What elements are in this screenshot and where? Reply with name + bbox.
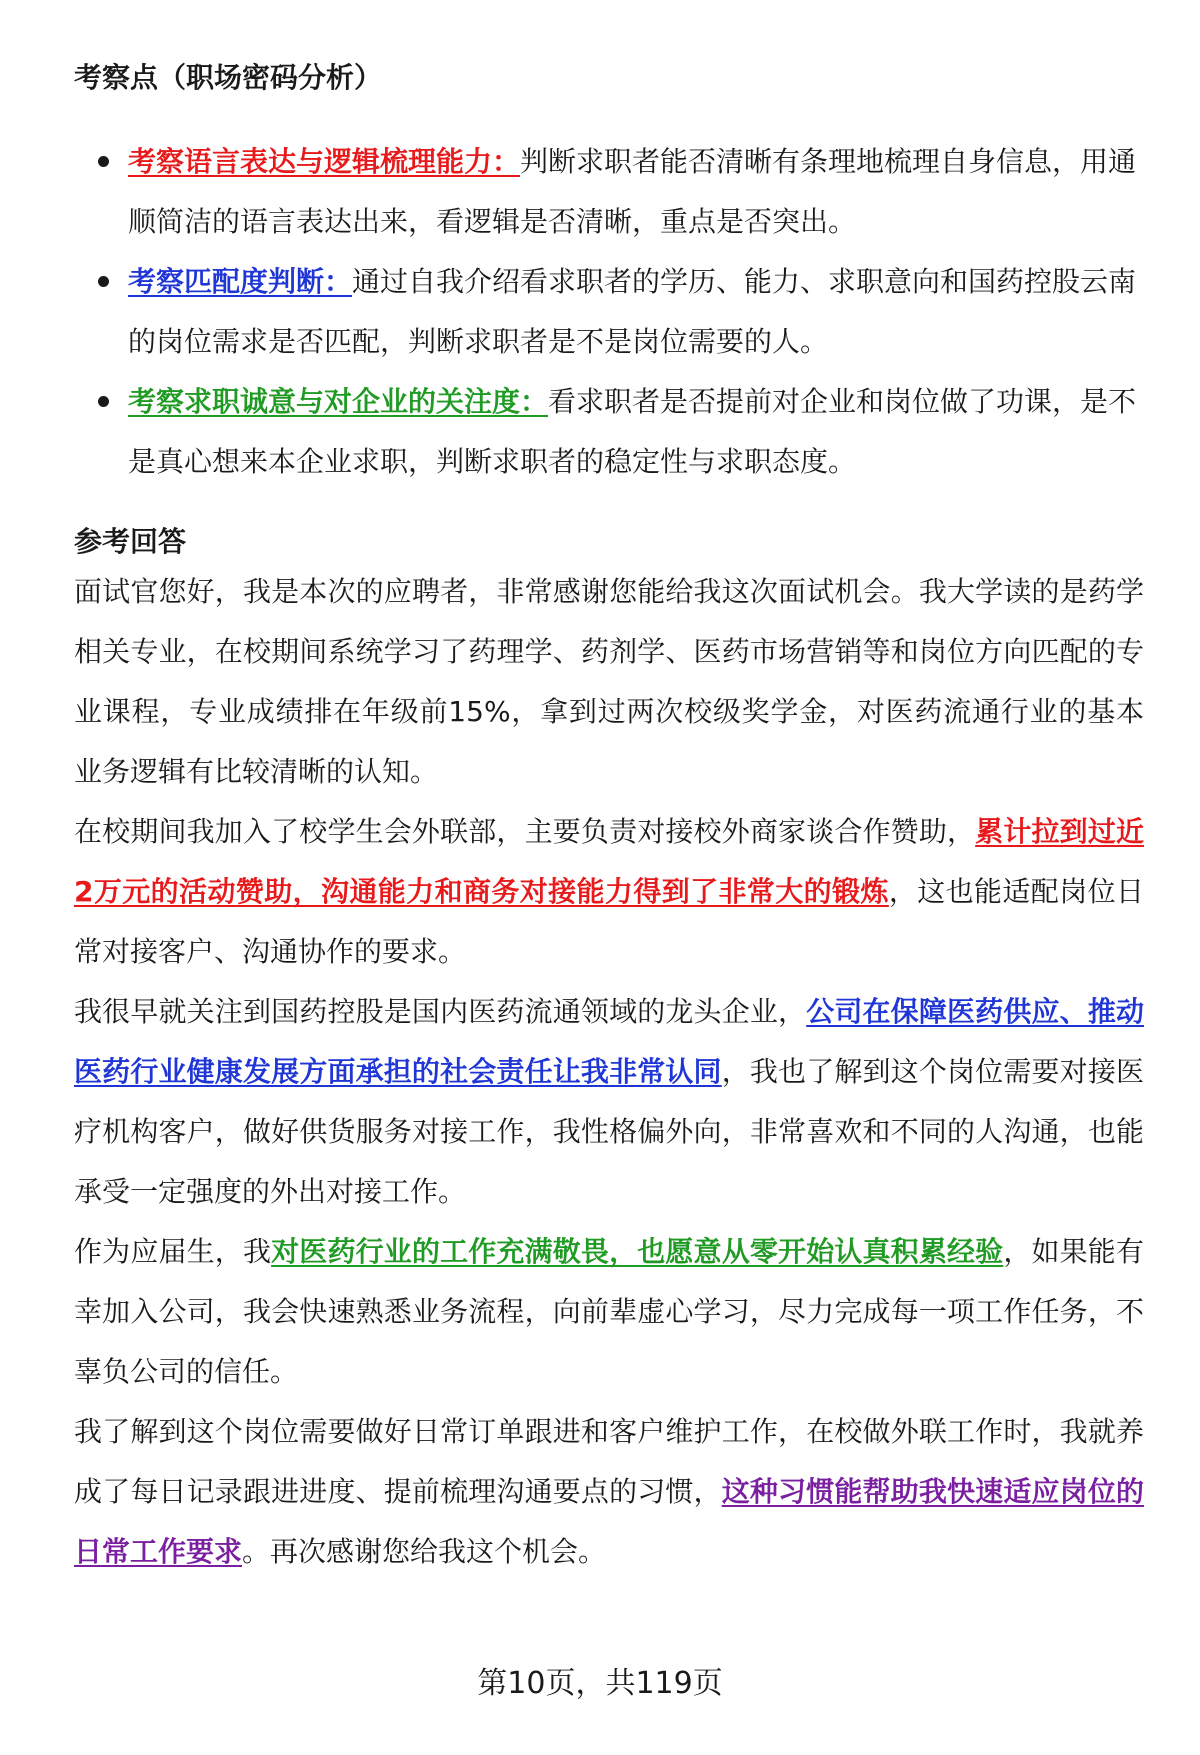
exam-points-list [74,132,1144,492]
page-number: 第10页，共119页 [477,1666,723,1701]
paragraph-text: 。再次感谢您给我这个机会。 [242,1535,607,1568]
paragraph-text: ，我也了解到这个岗位需要对接医疗机构客户，做好供货服务对接工作，我性格偏外向，非常喜欢和不同的人沟通，也能承受一定强度的外出对接工作。 [74,1055,1144,1208]
highlight-text: 对医药行业的工作充满敬畏，也愿意从零开始认真积累经验 [271,1235,1004,1268]
paragraph-text: 在校期间我加入了校学生会外联部，主要负责对接校外商家谈合作赞助， [74,815,976,848]
point-label: 考察求职诚意与对企业的关注度： [128,385,549,418]
paragraph-text: 我了解到这个岗位需要做好日常订单跟进和客户维护工作，在校做外联工作时，我就养成了每日记录跟进进度、提前梳理沟通要点的习惯， [74,1415,1144,1508]
answer-paragraph-5 [74,1402,1144,1582]
list-item [74,252,1144,372]
highlight-text: 这种习惯能帮助我快速适应岗位的日常工作要求 [74,1475,1144,1568]
answer-paragraph-2 [74,802,1144,982]
answer-paragraph-4 [74,1222,1144,1402]
section-title-exam-points: 考察点（职场密码分析） [74,61,383,94]
paragraph-text: 我很早就关注到国药控股是国内医药流通领域的龙头企业， [74,995,807,1028]
section-title-reference-answer: 参考回答 [74,525,187,558]
paragraph-text: 作为应届生，我 [74,1235,272,1268]
point-label: 考察匹配度判断： [128,265,353,298]
list-item [74,132,1144,252]
point-text: 判断求职者能否清晰有条理地梳理自身信息，用通顺简洁的语言表达出来，看逻辑是否清晰，重点是否突出。 [128,145,1137,238]
highlight-text: 公司在保障医药供应、推动医药行业健康发展方面承担的社会责任让我非常认同 [74,995,1144,1088]
highlight-text: 累计拉到过近2万元的活动赞助，沟通能力和商务对接能力得到了非常大的锻炼 [74,815,1144,908]
answer-paragraph-3 [74,982,1144,1222]
point-text: 通过自我介绍看求职者的学历、能力、求职意向和国药控股云南的岗位需求是否匹配，判断求职者是不是岗位需要的人。 [128,265,1137,358]
list-item [74,372,1144,492]
paragraph-text: ，如果能有幸加入公司，我会快速熟悉业务流程，向前辈虚心学习，尽力完成每一项工作任务，不辜负公司的信任。 [74,1235,1144,1388]
paragraph-text: ，这也能适配岗位日常对接客户、沟通协作的要求。 [74,875,1144,968]
point-label: 考察语言表达与逻辑梳理能力： [128,145,521,178]
answer-paragraph-1: 面试官您好，我是本次的应聘者，非常感谢您能给我这次面试机会。我大学读的是药学相关专业，在校期间系统学习了药理学、药剂学、医药市场营销等和岗位方向匹配的专业课程，专业成绩排在年级前15%，拿到过两次校级奖学金，对医药流通行业的基本业务逻辑有比较清晰的认知。 [74,575,1144,788]
document-page [74,58,1144,1582]
point-text: 看求职者是否提前对企业和岗位做了功课，是不是真心想来本企业求职，判断求职者的稳定性与求职态度。 [128,385,1137,478]
